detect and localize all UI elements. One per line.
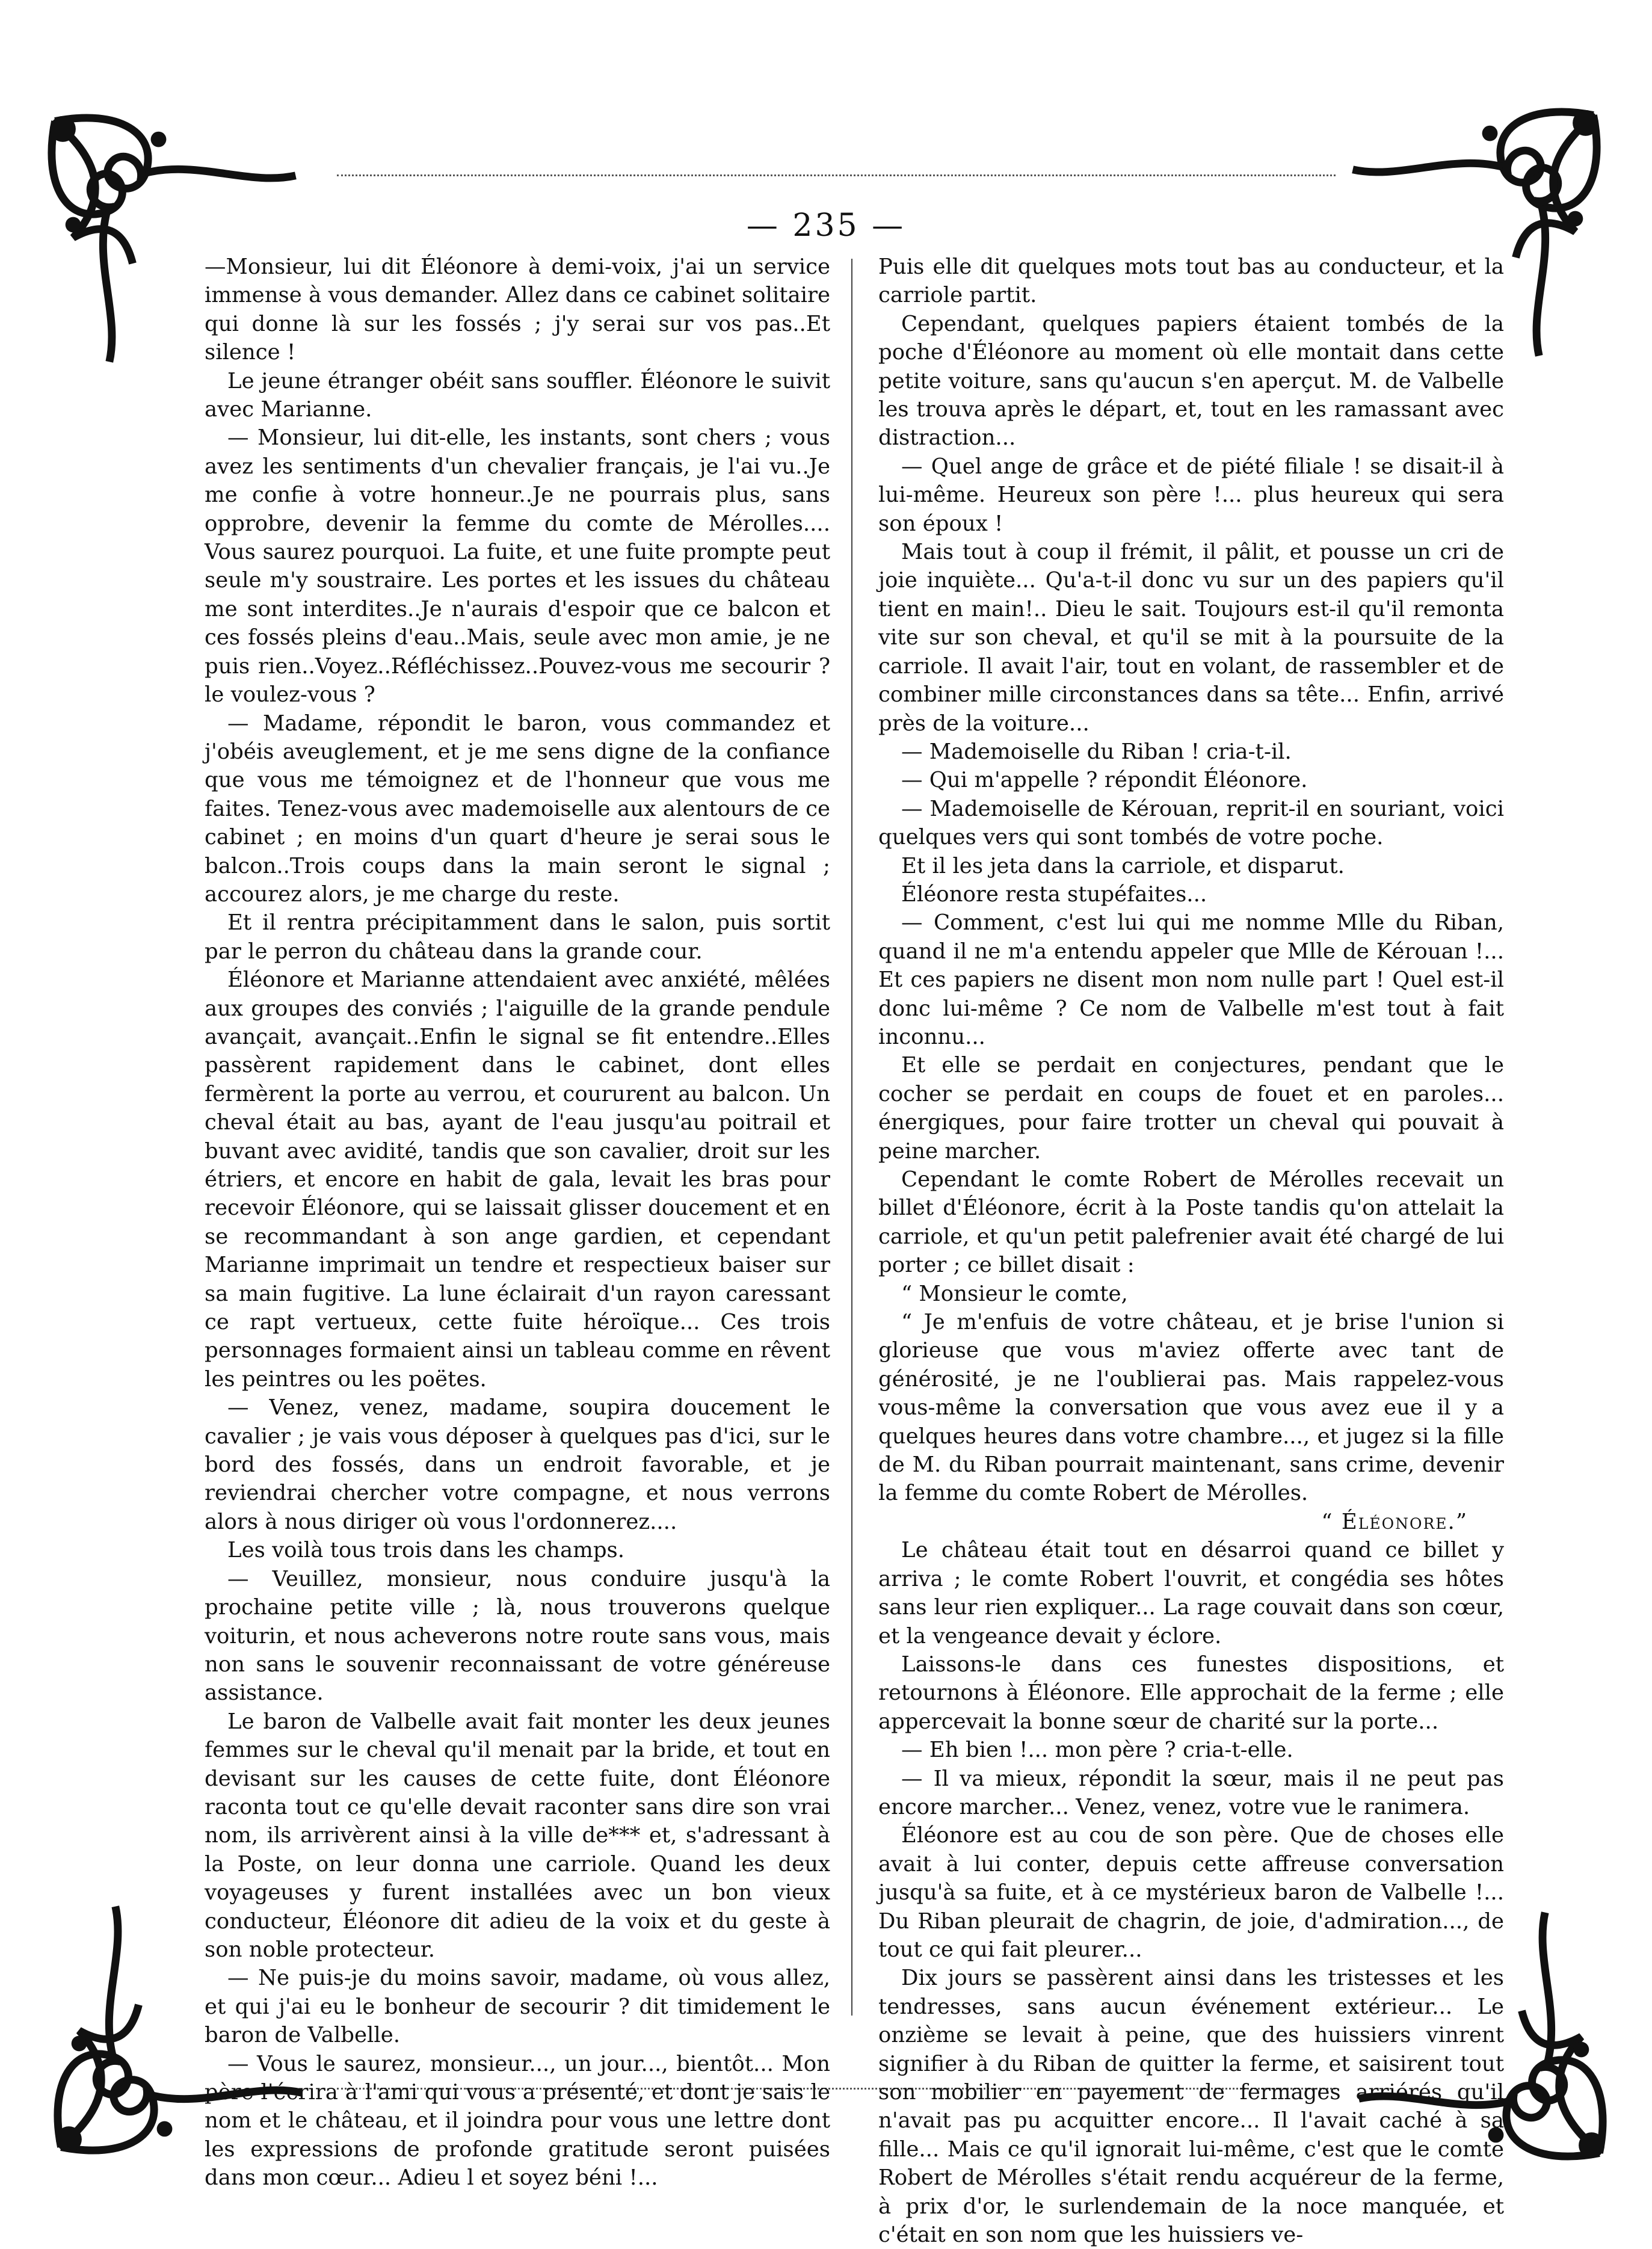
paragraph: Puis elle dit quelques mots tout bas au conducteur, et la carriole partit. bbox=[878, 255, 1504, 308]
left-column bbox=[205, 253, 830, 2192]
paragraph: Dix jours se passèrent ainsi dans les tristesses et les tendresses, sans aucun événement extérieur... Le onzième se levait à peine, que des huissiers vinrent signifier à du Riban de quitter la ferme, et saisirent tout son mobilier en payement de fermages arriérés qu'il n'avait pas pu acquitter encore... Il l'avait caché à sa fille... Mais ce qu'il ignorait lui-même, c'est que le comte Robert de Mérolles s'était rendu acquéreur de la ferme, à prix d'or, le surlendemain de la noce manquée, et c'était en son nom que les huissiers ve- bbox=[878, 1966, 1504, 2248]
paragraph: — Comment, c'est lui qui me nomme Mlle du Riban, quand il ne m'a entendu appeler que Mlle de Kérouan !... Et ces papiers ne disent mon nom nulle part ! Quel est-il donc lui-même ? Ce nom de Valbelle m'est tout à fait inconnu... bbox=[878, 910, 1504, 1049]
paragraph: Et il rentra précipitamment dans le salon, puis sortit par le perron du château dans la grande cour. bbox=[205, 910, 830, 964]
paragraph: — Il va mieux, répondit la sœur, mais il ne peut pas encore marcher... Venez, venez, votre vue le ranimera. bbox=[878, 1766, 1504, 1819]
paragraph: — Quel ange de grâce et de piété filiale ! se disait-il à lui-même. Heureux son père !... plus heureux qui sera son époux ! bbox=[878, 454, 1504, 536]
paragraph: Et elle se perdait en conjectures, pendant que le cocher se perdait en coups de fouet et en paroles... énergiques, pour faire trotter un cheval qui pouvait à peine marcher. bbox=[878, 1053, 1504, 1164]
paragraph: —Monsieur, lui dit Éléonore à demi-voix, j'ai un service immense à vous demander. Allez dans ce cabinet solitaire qui donne là sur les fossés ; j'y serai sur vos pas..Et silence ! bbox=[205, 255, 830, 365]
page-number: — 235 — bbox=[746, 208, 906, 244]
paragraph: Éléonore est au cou de son père. Que de choses elle avait à lui conter, depuis cette affreuse conversation jusqu'à sa fuite, et à ce mystérieux baron de Valbelle !... Du Riban pleurait de chagrin, de joie, d'admiration..., de tout ce qui fait pleurer... bbox=[878, 1823, 1504, 1962]
column-divider bbox=[851, 259, 852, 2016]
paragraph: Et il les jeta dans la carriole, et disparut. bbox=[901, 853, 1345, 878]
paragraph: — Eh bien !... mon père ? cria-t-elle. bbox=[901, 1738, 1293, 1763]
paragraph: Cependant, quelques papiers étaient tombés de la poche d'Éléonore au moment où elle montait dans cette petite voiture, sans qu'aucun s'en aperçut. M. de Valbelle les trouva après le départ, et, tout en les ramassant avec distraction... bbox=[878, 311, 1504, 451]
paragraph: Laissons-le dans ces funestes dispositions, et retournons à Éléonore. Elle approchait de la ferme ; elle appercevait la bonne sœur de charité sur la porte... bbox=[878, 1652, 1504, 1734]
paragraph: Cependant le comte Robert de Mérolles recevait un billet d'Éléonore, écrit à la Poste tandis qu'on attelait la carriole, et qu'un petit palefrenier avait été chargé de lui porter ; ce billet disait : bbox=[878, 1167, 1504, 1278]
paragraph: Les voilà tous trois dans les champs. bbox=[227, 1538, 625, 1563]
paragraph: Le château était tout en désarroi quand ce billet y arriva ; le comte Robert l'ouvrit, et congédia ses hôtes sans leur rien expliquer... La rage couvait dans son cœur, et la vengeance devait y éclore. bbox=[878, 1538, 1504, 1649]
paragraph: Mais tout à coup il frémit, il pâlit, et pousse un cri de joie inquiète... Qu'a-t-il donc vu sur un des papiers qu'il tient en main!.. Dieu le sait. Toujours est-il qu'il remonta vite sur son cheval, et qu'il se mit à la poursuite de la carriole. Il avait l'air, tout en volant, de rassembler et de combiner mille circonstances dans sa tête... Enfin, arrivé près de la voiture... bbox=[878, 540, 1504, 736]
paragraph: — Monsieur, lui dit-elle, les instants, sont chers ; vous avez les sentiments d'un chevalier français, je l'ai vu..Je me confie à votre honneur..Je ne pourrais plus, sans opprobre, devenir la femme du comte de Mérolles.... Vous saurez pourquoi. La fuite, et une fuite prompte peut seule m'y soustraire. Les portes et les issues du château me sont interdites..Je n'aurais d'espoir que ce balcon et ces fossés pleins d'eau..Mais, seule avec mon amie, je ne puis rien..Voyez..Réfléchissez..Pouvez-vous me secourir ? le voulez-vous ? bbox=[205, 425, 830, 708]
paragraph: Le baron de Valbelle avait fait monter les deux jeunes femmes sur le cheval qu'il menait par la bride, et tout en devisant sur les causes de cette fuite, dont Éléonore raconta tout ce qu'elle devait raconter sans dire son vrai nom, ils arrivèrent ainsi à la ville de*** et, s'adressant à la Poste, on leur donna une carriole. Quand les deux voyageuses y furent installées avec un bon vieux conducteur, Éléonore dit adieu de la voix et du geste à son noble protecteur. bbox=[205, 1709, 830, 1962]
paragraph: — Mademoiselle du Riban ! cria-t-il. bbox=[901, 739, 1292, 764]
letter-salutation: “ Monsieur le comte, bbox=[901, 1281, 1128, 1306]
paragraph: — Qui m'appelle ? répondit Éléonore. bbox=[901, 768, 1308, 793]
paragraph: — Venez, venez, madame, soupira doucement le cavalier ; je vais vous déposer à quelques pas d'ici, sur le bord des fossés, dans un endroit favorable, et je reviendrai chercher votre compagne, et nous verrons alors à nous diriger où vous l'ordonnerez.... bbox=[205, 1395, 830, 1534]
top-rule bbox=[337, 174, 1336, 176]
paragraph: — Mademoiselle de Kérouan, reprit-il en souriant, voici quelques vers qui sont tombés de votre poche. bbox=[878, 796, 1504, 850]
letter-signature: “ Éléonore.” bbox=[1321, 1509, 1468, 1534]
right-column bbox=[878, 253, 1504, 2249]
paragraph: Éléonore et Marianne attendaient avec anxiété, mêlées aux groupes des conviés ; l'aiguille de la grande pendule avançait, avançait..Enfin le signal se fit entendre..Elles passèrent rapidement dans le cabinet, dont elles fermèrent la porte au verrou, et coururent au balcon. Un cheval était au bas, ayant de l'eau jusqu'au poitrail et buvant avec avidité, tandis que son cavalier, droit sur les étriers, et encore en habit de gala, levait les bras pour recevoir Éléonore, qui se laissait glisser doucement et en se recommandant à son ange gardien, et cependant Marianne imprimait un tendre et respectieux baiser sur sa main fugitive. La lune éclairait d'un rayon caressant ce rapt vertueux, cette fuite héroïque... Ces trois personnages formaient ainsi un tableau comme en rêvent les peintres ou les poëtes. bbox=[205, 967, 830, 1392]
paragraph: — Vous le saurez, monsieur..., un jour..., bientôt... Mon père l'écrira à l'ami qui vous a présenté, et dont je sais le nom et le château, et il joindra pour vous une lettre dont les expressions de profonde gratitude seront puisées dans mon cœur... Adieu l et soyez béni !... bbox=[205, 2051, 830, 2191]
paragraph: — Veuillez, monsieur, nous conduire jusqu'à la prochaine petite ville ; là, nous trouverons quelque voiturin, et nous acheverons notre route sans vous, mais non sans le souvenir reconnaissant de votre généreuse assistance. bbox=[205, 1566, 830, 1706]
paragraph: — Ne puis-je du moins savoir, madame, où vous allez, et qui j'ai eu le bonheur de secourir ? dit timidement le baron de Valbelle. bbox=[205, 1966, 830, 2048]
letter-body: “ Je m'enfuis de votre château, et je brise l'union si glorieuse que vous m'aviez offerte avec tant de générosité, je ne l'oublierai pas. Mais rappelez-vous vous-même la conversation que vous avez eue il y a quelques heures dans votre chambre..., et jugez si la fille de M. du Riban pourrait maintenant, sans crime, devenir la femme du comte Robert de Mérolles. bbox=[878, 1310, 1504, 1506]
paragraph: — Madame, répondit le baron, vous commandez et j'obéis aveuglement, et je me sens digne de la confiance que vous me témoignez et de l'honneur que vous me faites. Tenez-vous avec mademoiselle aux alentours de ce cabinet ; en moins d'un quart d'heure je serai sous le balcon..Trois coups dans la main seront le signal ; accourez alors, je me charge du reste. bbox=[205, 711, 830, 907]
paragraph: Éléonore resta stupéfaites... bbox=[901, 881, 1207, 907]
paragraph: Le jeune étranger obéit sans souffler. Éléonore le suivit avec Marianne. bbox=[205, 368, 830, 422]
